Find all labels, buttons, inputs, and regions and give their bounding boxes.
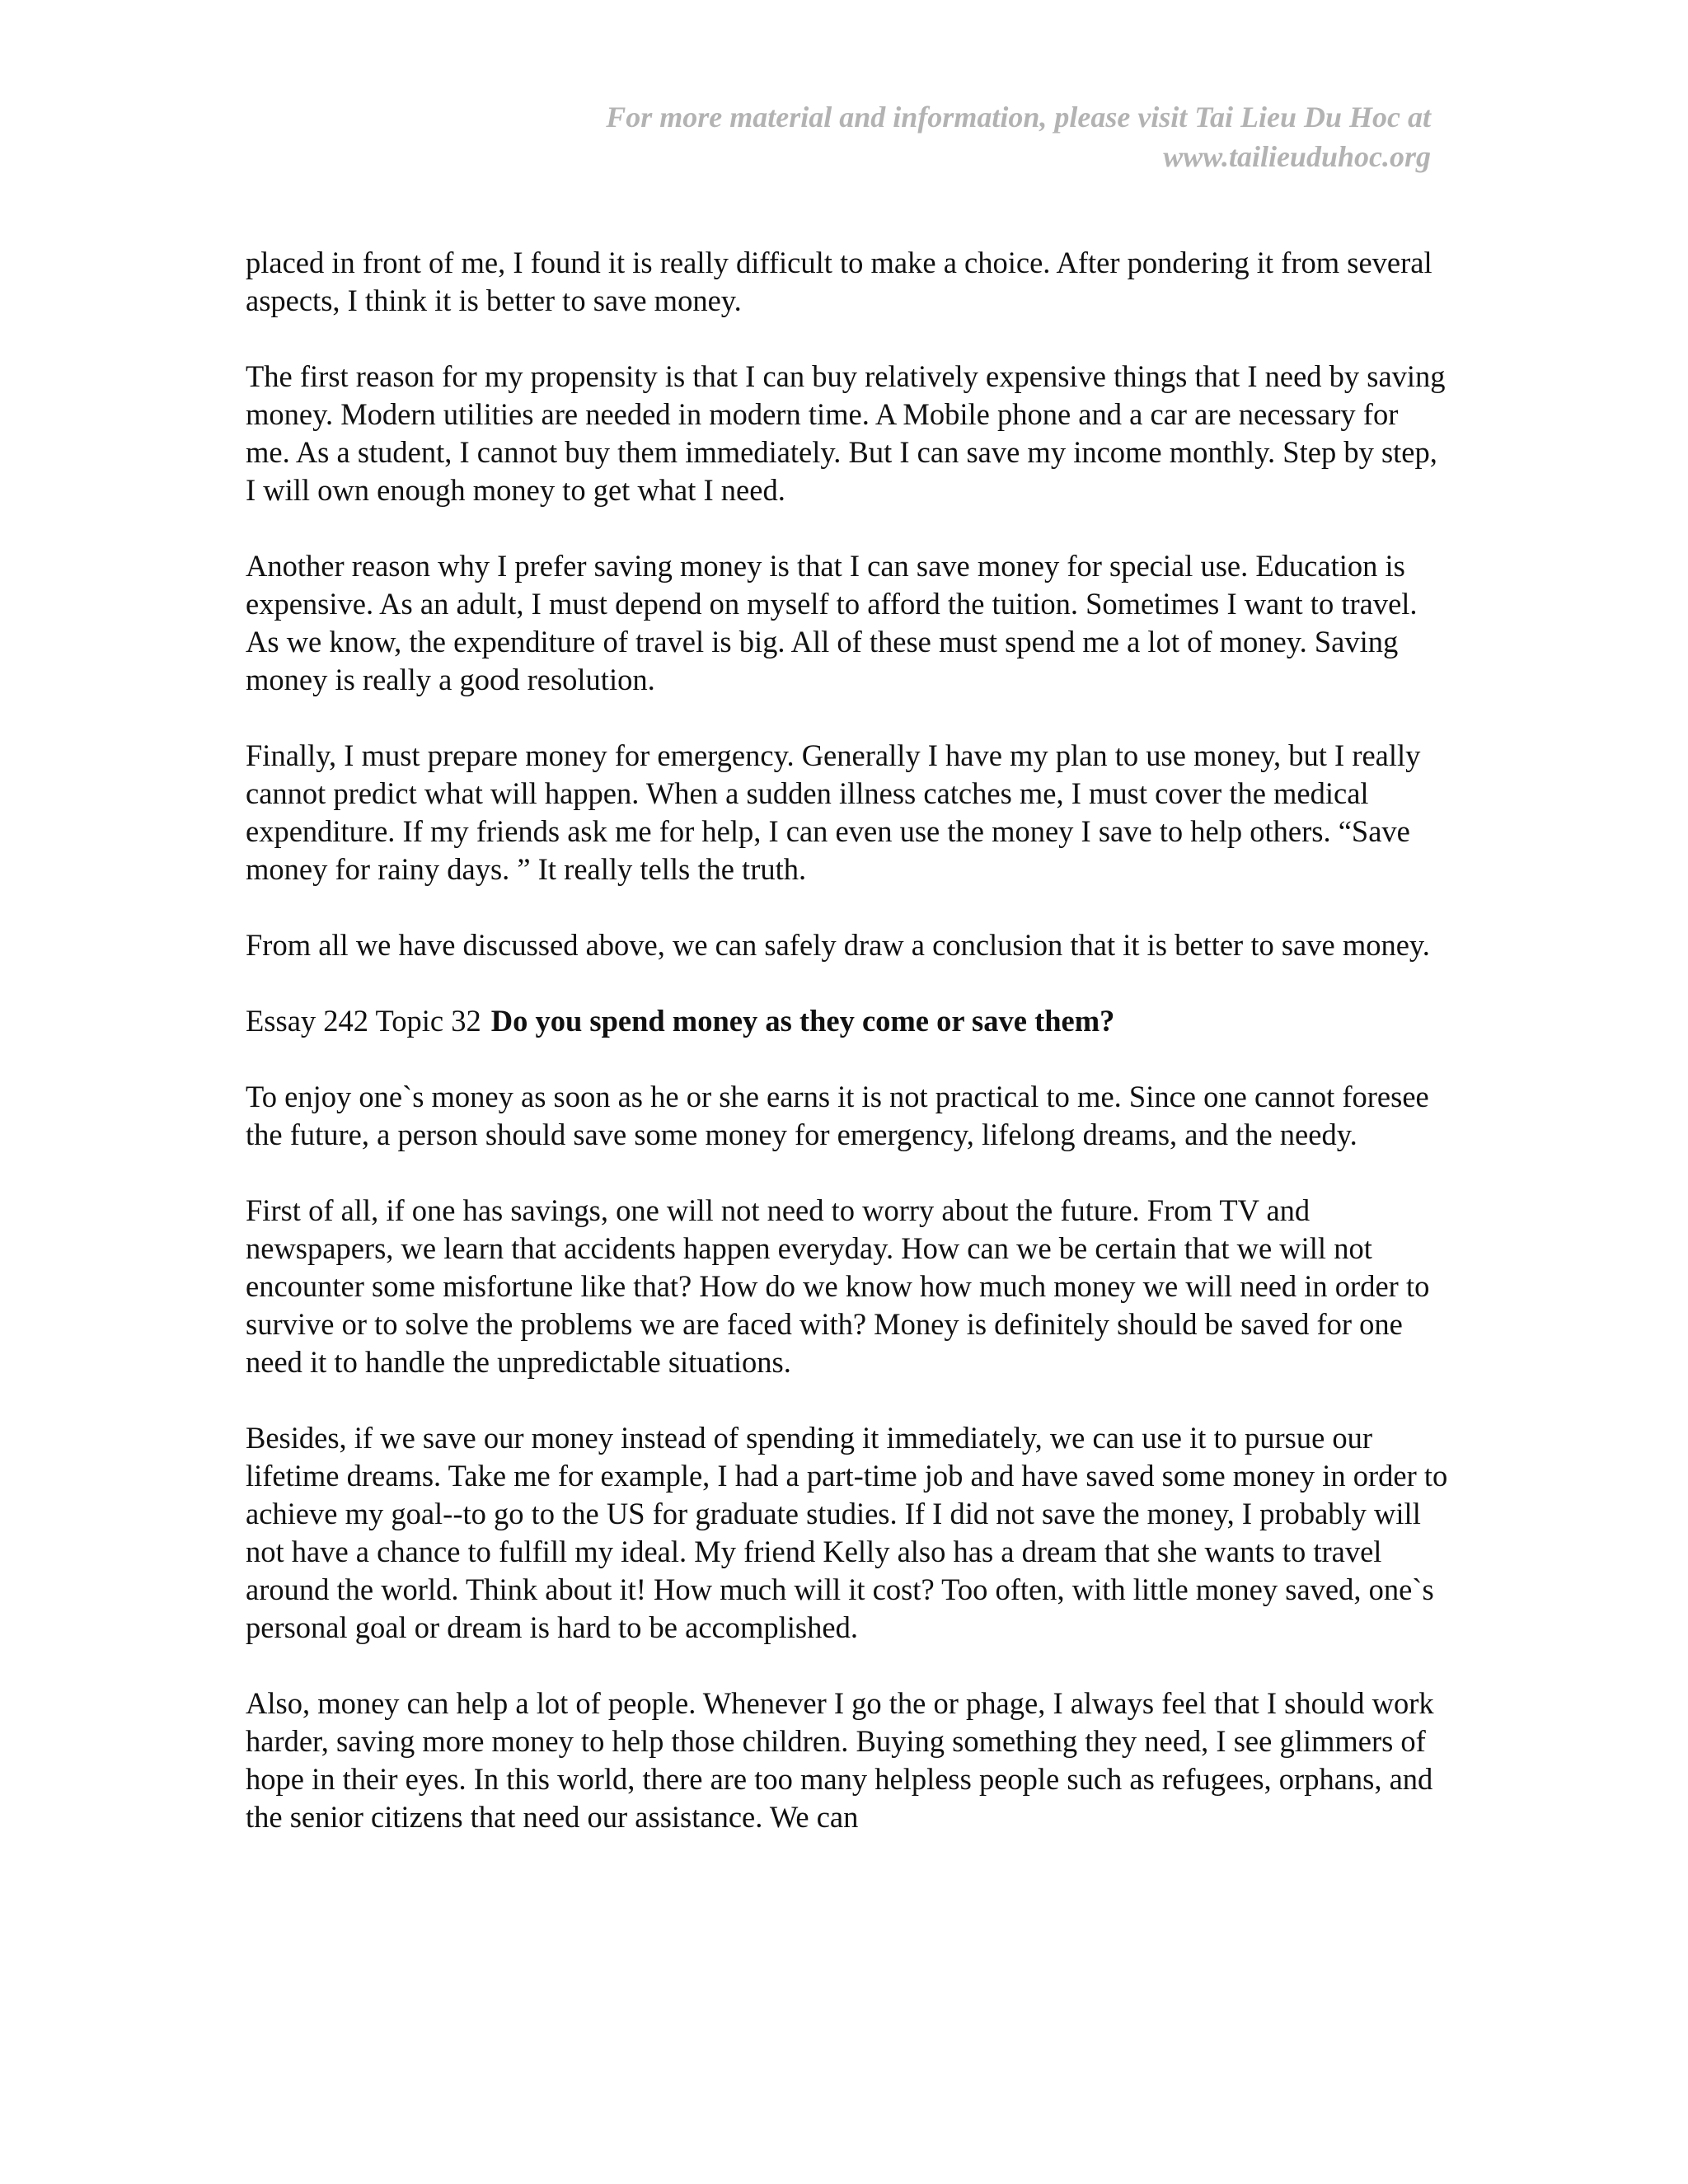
header-line-2: www.tailieuduhoc.org: [1163, 140, 1431, 173]
essay-title: Do you spend money as they come or save them?: [490, 1004, 1115, 1038]
paragraph: Another reason why I prefer saving money is that I can save money for special use. Education is expensive. As an adult, I must depend on myself to afford the tuition. Sometimes I want to travel. As we know, the expenditure of travel is big. All of these must spend me a lot of money. Saving money is really a good resolution.: [246, 549, 1418, 696]
document-body: [246, 244, 1449, 1836]
paragraph: Also, money can help a lot of people. Whenever I go the or phage, I always feel that I should work harder, saving more money to help those children. Buying something they need, I see glimmers of hope in their eyes. In this world, there are too many helpless people such as refugees, orphans, and the senior citizens that need our assistance. We can: [246, 1686, 1434, 1834]
page-header: [606, 97, 1431, 176]
paragraph: Finally, I must prepare money for emergency. Generally I have my plan to use money, but I really cannot predict what will happen. When a sudden illness catches me, I must cover the medical expenditure. If my friends ask me for help, I can even use the money I save to help others. “Save money for rainy days. ” It really tells the truth.: [246, 738, 1421, 886]
essay-heading: [246, 1002, 1449, 1040]
paragraph: The first reason for my propensity is that I can buy relatively expensive things that I need by saving money. Modern utilities are needed in modern time. A Mobile phone and a car are necessary for me. As a student, I cannot buy them immediately. But I can save my income monthly. Step by step, I will own enough money to get what I need.: [246, 359, 1446, 507]
header-line-1: For more material and information, please visit Tai Lieu Du Hoc at: [606, 101, 1431, 134]
paragraph: From all we have discussed above, we can safely draw a conclusion that it is better to save money.: [246, 928, 1430, 962]
paragraph: placed in front of me, I found it is really difficult to make a choice. After pondering it from several aspects, I think it is better to save money.: [246, 246, 1432, 317]
paragraph: First of all, if one has savings, one will not need to worry about the future. From TV and newspapers, we learn that accidents happen everyday. How can we be certain that we will not encounter some misfortune like that? How do we know how much money we will need in order to survive or to solve the problems we are faced with? Money is definitely should be saved for one need it to handle the unpredictable situations.: [246, 1193, 1430, 1379]
essay-label: Essay 242 Topic 32: [246, 1004, 481, 1038]
paragraph: Besides, if we save our money instead of spending it immediately, we can use it to pursue our lifetime dreams. Take me for example, I had a part-time job and have saved some money in order to achieve my goal--to go to the US for graduate studies. If I did not save the money, I probably will not have a chance to fulfill my ideal. My friend Kelly also has a dream that she wants to travel around the world. Think about it! How much will it cost? Too often, with little money saved, one`s personal goal or dream is hard to be accomplished.: [246, 1421, 1448, 1644]
paragraph: To enjoy one`s money as soon as he or she earns it is not practical to me. Since one cannot foresee the future, a person should save some money for emergency, lifelong dreams, and the needy.: [246, 1080, 1429, 1151]
